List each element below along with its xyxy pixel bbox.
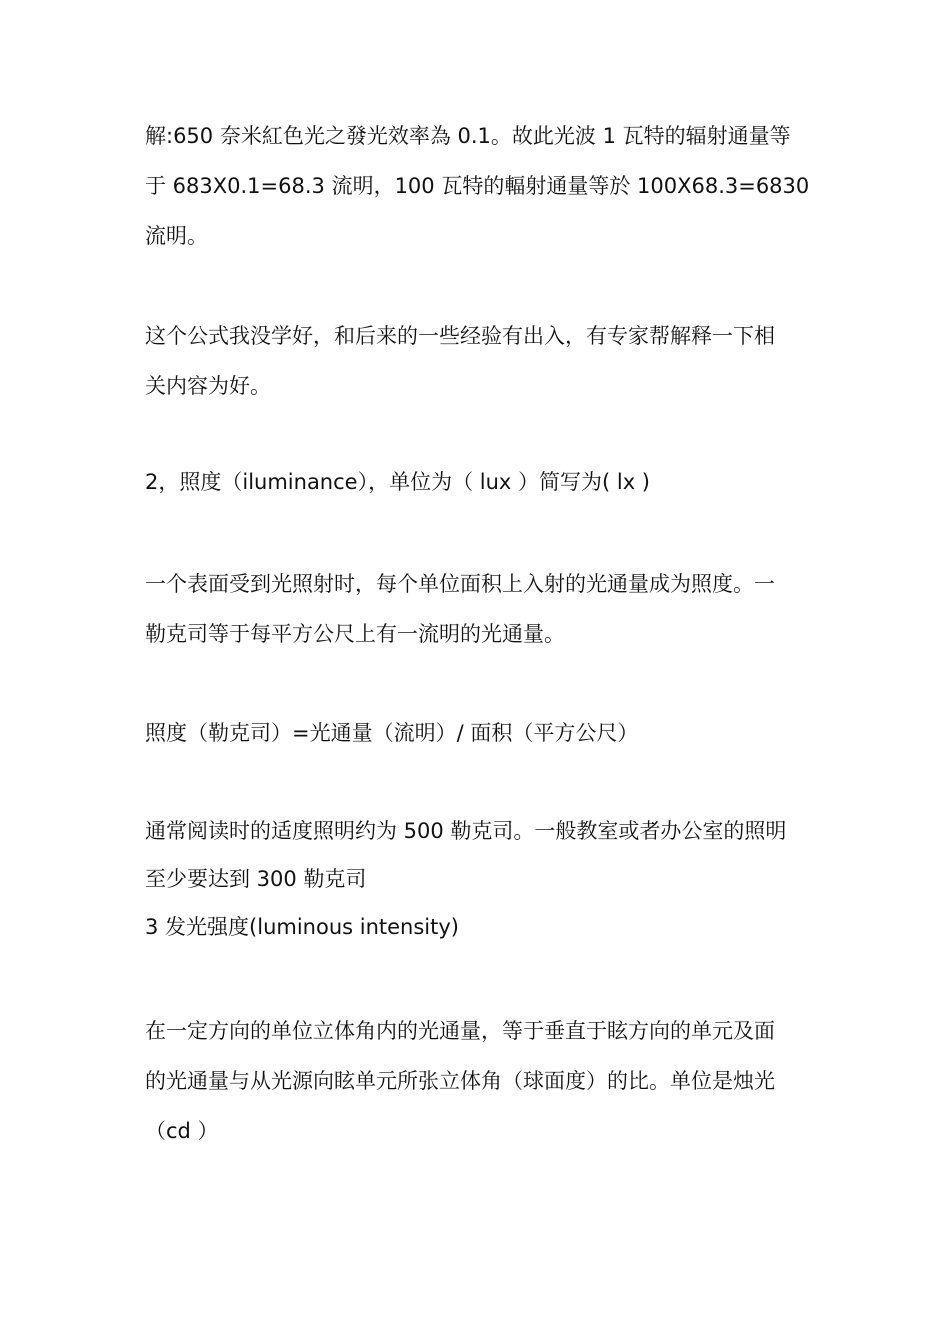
paragraph-illuminance-definition xyxy=(145,559,815,659)
paragraph-author-note xyxy=(145,311,815,411)
text-line: 2，照度（iluminance），单位为（ lux ）简写为( lx ) xyxy=(145,470,651,494)
text-line: 通常阅读时的适度照明约为 500 勒克司。一般教室或者办公室的照明 xyxy=(145,819,787,843)
text-line: 在一定方向的单位立体角内的光通量，等于垂直于眩方向的单元及面 xyxy=(145,1019,775,1043)
text-line: 流明。 xyxy=(145,224,208,248)
heading-illuminance xyxy=(145,457,815,507)
text-line: 至少要达到 300 勒克司 xyxy=(145,867,367,891)
text-line: 这个公式我没学好，和后来的一些经验有出入，有专家帮解释一下相 xyxy=(145,324,775,348)
paragraph-reading-illuminance xyxy=(145,807,815,951)
text-line: 一个表面受到光照射时，每个单位面积上入射的光通量成为照度。一 xyxy=(145,572,775,596)
text-line: 关内容为好。 xyxy=(145,374,271,398)
text-line: 解:650 奈米紅色光之發光效率為 0.1。故此光波 1 瓦特的辐射通量等 xyxy=(145,124,791,148)
paragraph-luminous-flux-example xyxy=(145,111,815,261)
text-line: 勒克司等于每平方公尺上有一流明的光通量。 xyxy=(145,622,565,646)
formula-illuminance xyxy=(145,708,815,758)
text-line: （cd ） xyxy=(145,1119,219,1143)
heading-luminous-intensity: 3 发光强度(luminous intensity) xyxy=(145,915,459,939)
text-line: 照度（勒克司）=光通量（流明）/ 面积（平方公尺） xyxy=(145,721,639,745)
text-line: 于 683X0.1=68.3 流明，100 瓦特的輻射通量等於 100X68.3=6830 xyxy=(145,174,810,198)
text-line: 的光通量与从光源向眩单元所张立体角（球面度）的比。单位是烛光 xyxy=(145,1069,775,1093)
paragraph-luminous-intensity-definition xyxy=(145,1006,815,1156)
